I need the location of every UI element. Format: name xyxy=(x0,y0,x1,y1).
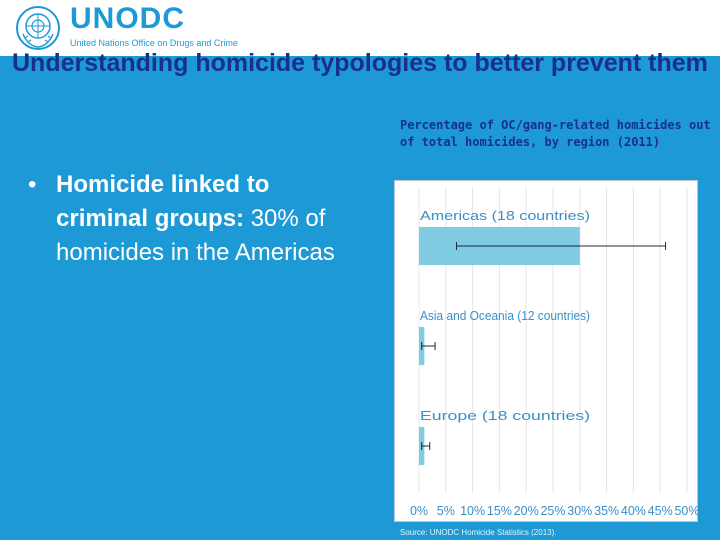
bullet-list xyxy=(28,168,368,270)
x-tick-label: 20% xyxy=(513,504,539,518)
category-label: Americas (18 countries) xyxy=(420,209,590,223)
brand-subtitle: United Nations Office on Drugs and Crime xyxy=(70,38,238,48)
bullet-text: 30% of homicides in the Americas xyxy=(56,205,335,266)
bullet-strong-text: Homicide linked to criminal groups: xyxy=(56,171,270,232)
chart-source: Source: UNODC Homicide Statistics (2013). xyxy=(400,528,557,537)
x-tick-label: 10% xyxy=(460,504,486,518)
x-tick-label: 5% xyxy=(436,504,455,518)
x-tick-label: 35% xyxy=(594,504,620,518)
bullet-item xyxy=(28,168,368,270)
x-tick-label: 45% xyxy=(647,504,673,518)
category-label: Europe (18 countries) xyxy=(420,409,590,423)
bar-chart xyxy=(395,181,700,521)
x-tick-label: 30% xyxy=(567,504,593,518)
category-label: Asia and Oceania (12 countries) xyxy=(420,309,590,323)
slide-title: Understanding homicide typologies to better prevent them xyxy=(12,49,708,77)
chart-title: Percentage of OC/gang-related homicides out of total homicides, by region (2011) xyxy=(400,118,711,149)
x-tick-label: 50% xyxy=(674,504,700,518)
x-tick-label: 40% xyxy=(620,504,646,518)
x-tick-label: 15% xyxy=(486,504,512,518)
bullet-marker: • xyxy=(28,171,37,198)
brand-name: UNODC xyxy=(70,2,185,35)
chart-panel xyxy=(394,180,698,522)
x-tick-label: 0% xyxy=(409,504,429,518)
x-tick-label: 25% xyxy=(540,504,566,518)
un-emblem-icon xyxy=(14,4,62,52)
